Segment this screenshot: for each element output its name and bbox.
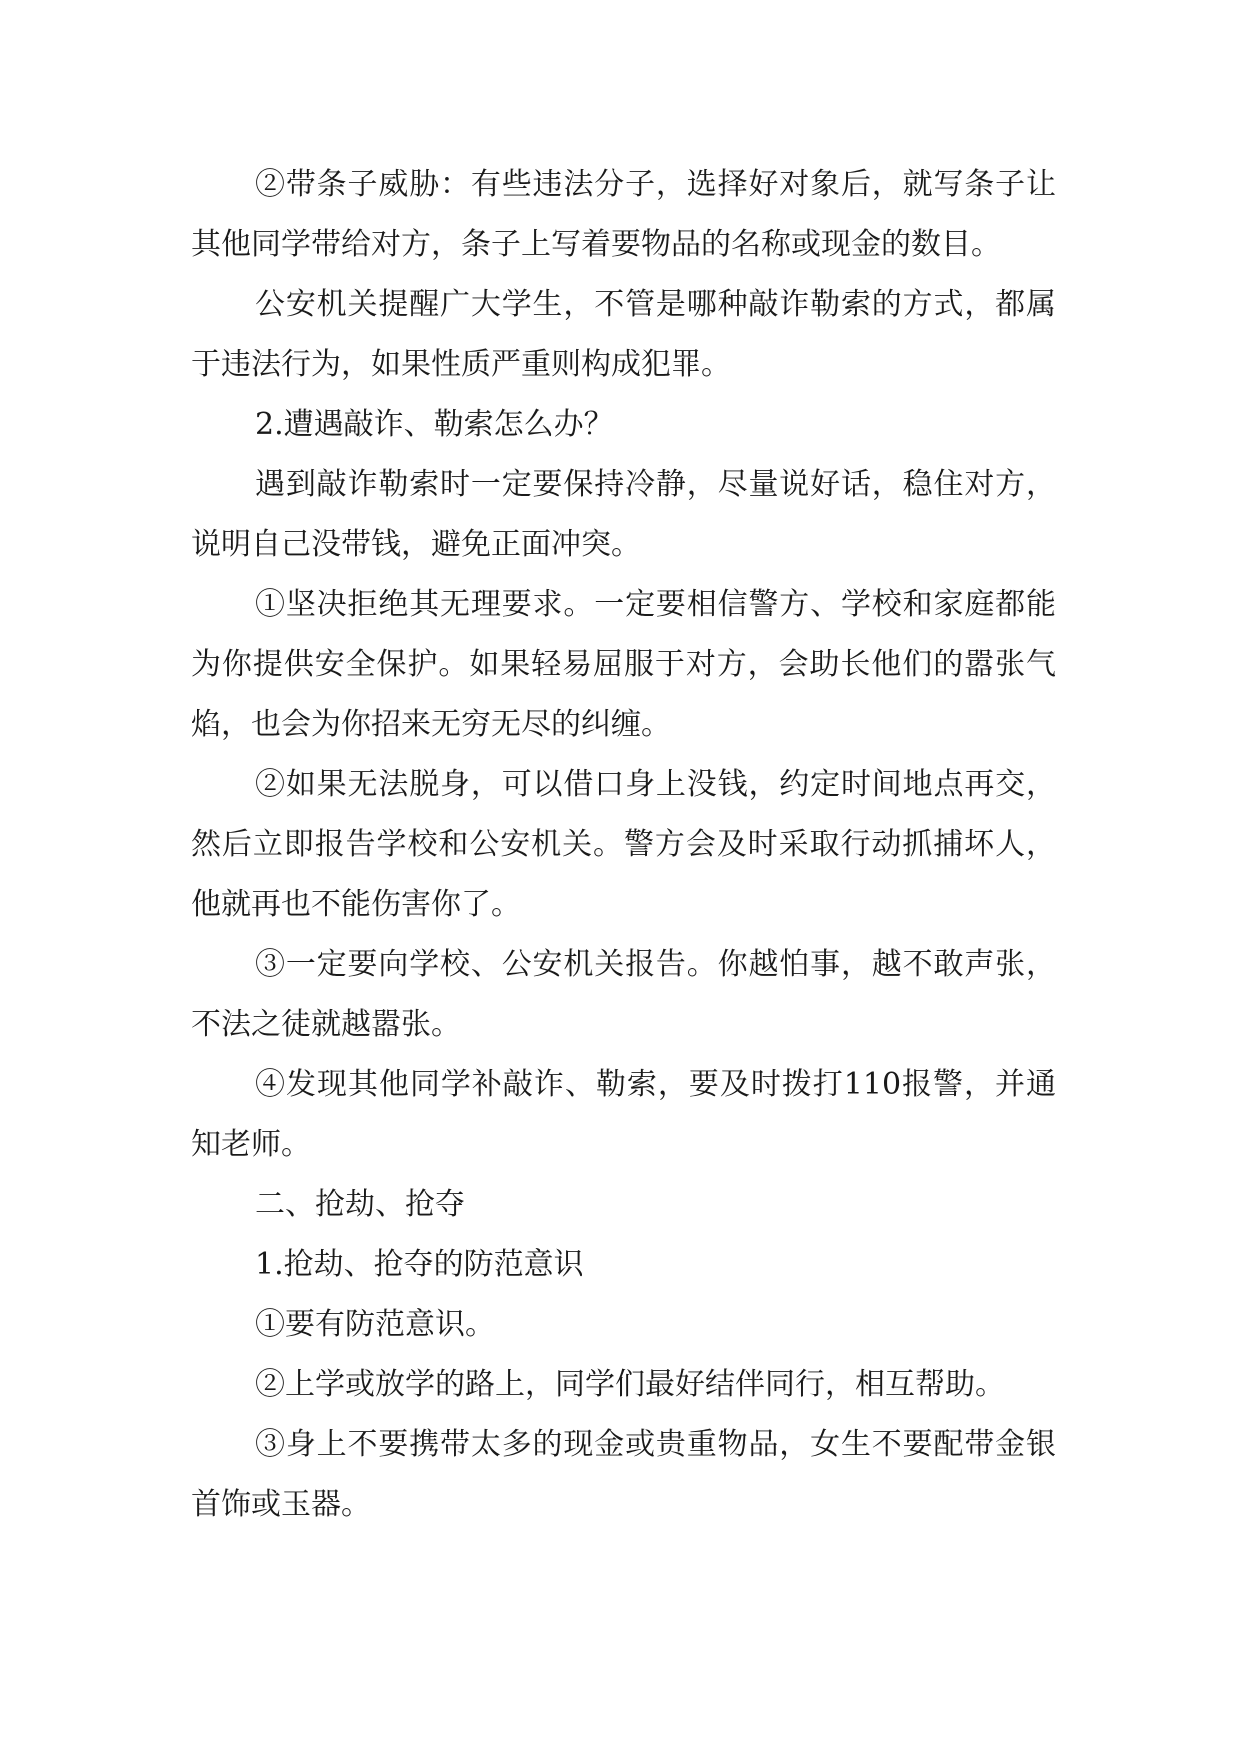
paragraph-police-reminder: 公安机关提醒广大学生，不管是哪种敲诈勒索的方式，都属于违法行为，如果性质严重则构成犯罪。 [191,287,1056,382]
paragraph-call-police: ④发现其他同学补敲诈、勒索，要及时拨打110报警，并通知老师。 [191,1067,1056,1162]
section-heading-robbery: 二、抢劫、抢夺 [255,1187,465,1222]
paragraph-escape: ②如果无法脱身，可以借口身上没钱，约定时间地点再交，然后立即报告学校和公安机关。警方会及时采取行动抓捕坏人，他就再也不能伤害你了。 [191,767,1056,922]
paragraph-threat-note: ②带条子威胁：有些违法分子，选择好对象后，就写条子让其他同学带给对方，条子上写着要物品的名称或现金的数目。 [191,167,1056,262]
paragraph-valuables: ③身上不要携带太多的现金或贵重物品，女生不要配带金银首饰或玉器。 [191,1427,1056,1522]
paragraph-refuse: ①坚决拒绝其无理要求。一定要相信警方、学校和家庭都能为你提供安全保护。如果轻易屈服于对方，会助长他们的嚣张气焰，也会为你招来无穷无尽的纠缠。 [191,587,1056,742]
subsection-heading-awareness: 1.抢劫、抢夺的防范意识 [255,1247,584,1282]
section-heading-what-to-do: 2.遭遇敲诈、勒索怎么办？ [255,407,614,442]
paragraph-stay-calm: 遇到敲诈勒索时一定要保持冷静，尽量说好话，稳住对方，说明自己没带钱，避免正面冲突。 [191,467,1056,562]
paragraph-travel-together: ②上学或放学的路上，同学们最好结伴同行，相互帮助。 [255,1367,1005,1402]
paragraph-awareness: ①要有防范意识。 [255,1307,495,1342]
document-body [191,155,1056,1535]
paragraph-report: ③一定要向学校、公安机关报告。你越怕事，越不敢声张，不法之徒就越嚣张。 [191,947,1056,1042]
